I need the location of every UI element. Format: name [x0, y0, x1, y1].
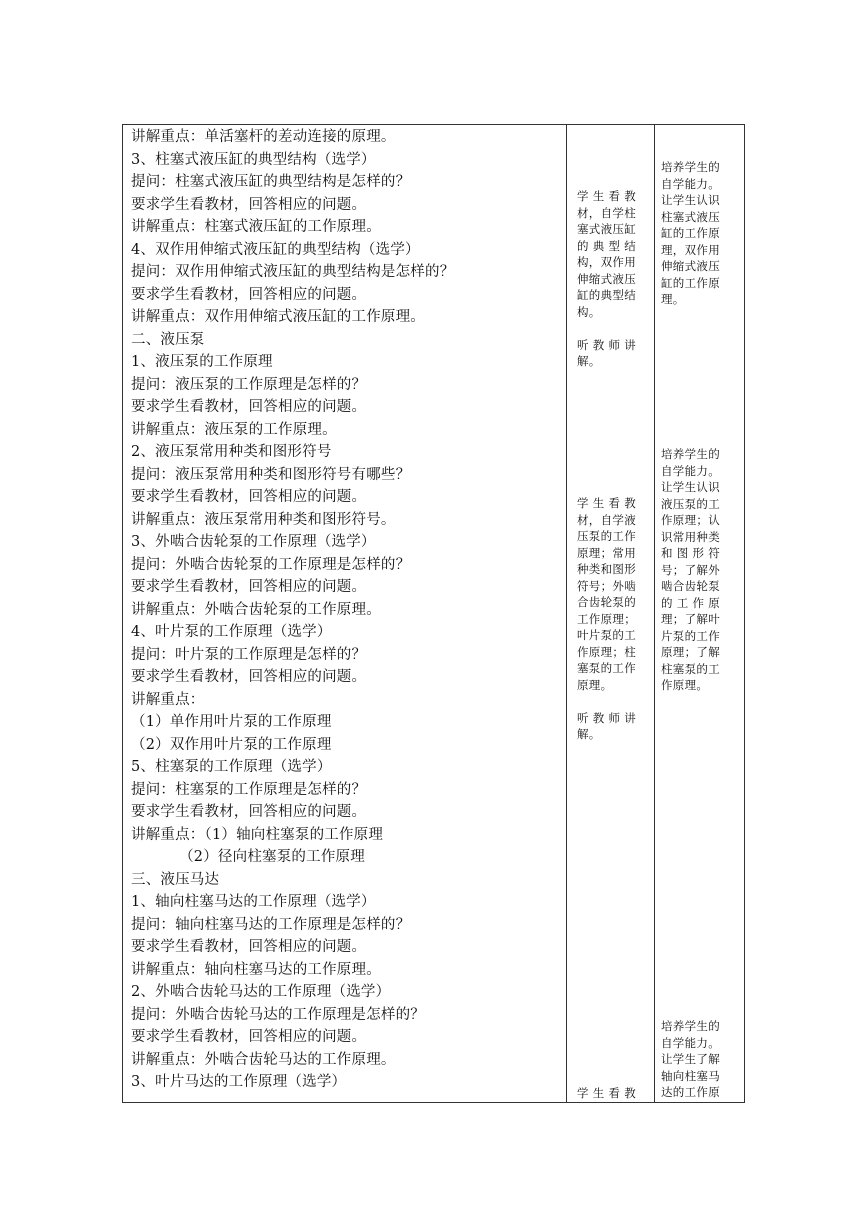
block-line: 听 教 师 讲 — [577, 337, 637, 352]
block-line: 液压泵的工 — [661, 496, 720, 511]
block-line: 轴向柱塞马 — [661, 1068, 720, 1083]
block-line: 材，自学柱 — [577, 205, 636, 220]
block-line: 缸的工作原 — [661, 226, 720, 240]
content-line: 提问：轴向柱塞马达的工作原理是怎样的？ — [131, 916, 411, 933]
block-line: 自学能力。 — [661, 176, 720, 191]
block-line: 作原理；认 — [661, 513, 720, 527]
content-line: 讲解重点：轴向柱塞马达的工作原理。 — [131, 961, 381, 978]
block-line: 让学生认识 — [661, 480, 720, 494]
content-line: 提问：外啮合齿轮泵的工作原理是怎样的？ — [131, 556, 411, 573]
content-line: 2、外啮合齿轮马达的工作原理（选学） — [131, 984, 391, 1000]
block-line: 的 典 型 结 — [577, 238, 637, 253]
block-line: 构。 — [577, 304, 601, 319]
content-line: 提问：液压泵的工作原理是怎样的？ — [131, 376, 367, 393]
block-line: 啮合齿轮泵 — [661, 579, 720, 593]
block-line: 让学生认识 — [661, 193, 720, 207]
content-line: 讲解重点：液压泵的工作原理。 — [131, 421, 337, 438]
block-line: 压泵的工作 — [577, 529, 636, 543]
column-divider — [654, 125, 655, 1102]
block-line: 塞式液压缸 — [577, 222, 636, 236]
content-line: 提问：液压泵常用种类和图形符号有哪些？ — [131, 466, 411, 483]
block-line: 的 工 作 原 — [661, 595, 721, 610]
block-line: 缸的工作原 — [661, 275, 720, 290]
content-line: 4、双作用伸缩式液压缸的典型结构（选学） — [131, 241, 420, 258]
block-line: 让学生了解 — [661, 1052, 720, 1066]
block-line: 理；了解叶 — [661, 612, 720, 626]
student-activity-block — [577, 1085, 651, 1102]
block-line: 原理。 — [577, 677, 613, 692]
block-line: 原理；了解 — [661, 645, 720, 659]
block-line: 伸缩式液压 — [661, 259, 720, 273]
content-line: 二、液压泵 — [131, 331, 205, 348]
content-line: 讲解重点：柱塞式液压缸的工作原理。 — [131, 219, 381, 235]
content-line: 1、轴向柱塞马达的工作原理（选学） — [131, 894, 376, 910]
block-line: 塞泵的工作 — [577, 661, 636, 675]
content-line: 讲解重点： — [131, 691, 205, 708]
content-line: 讲解重点：外啮合齿轮马达的工作原理。 — [131, 1051, 396, 1068]
block-line: 自学能力。 — [661, 1035, 720, 1050]
teaching-content-column — [131, 126, 563, 1094]
content-line: 3、叶片马达的工作原理（选学） — [131, 1074, 347, 1090]
content-line: 提问：柱塞泵的工作原理是怎样的？ — [131, 781, 367, 798]
content-line: 讲解重点：双作用伸缩式液压缸的工作原理。 — [131, 309, 425, 325]
content-line: 3、外啮合齿轮泵的工作原理（选学） — [131, 534, 376, 550]
content-line: 讲解重点：液压泵常用种类和图形符号。 — [131, 511, 396, 528]
block-line: 构，双作用 — [577, 255, 636, 269]
block-line: 作原理。 — [661, 678, 709, 692]
design-purpose-block — [661, 1018, 741, 1101]
content-line: （2）双作用叶片泵的工作原理 — [131, 736, 332, 753]
block-line: 柱塞式液压 — [661, 209, 720, 224]
column-divider — [566, 125, 567, 1102]
block-line: 听 教 师 讲 — [577, 710, 637, 725]
block-line: 培养学生的 — [661, 1019, 720, 1033]
content-line: 讲解重点：（1）轴向柱塞泵的工作原理 — [131, 826, 384, 843]
block-line: 理。 — [661, 292, 685, 306]
content-line: 提问：双作用伸缩式液压缸的典型结构是怎样的？ — [131, 264, 455, 280]
content-line: 提问：叶片泵的工作原理是怎样的？ — [131, 646, 367, 663]
content-line: 2、液压泵常用种类和图形符号 — [131, 444, 332, 460]
content-line: 1、液压泵的工作原理 — [131, 354, 273, 370]
student-activity-block — [577, 188, 651, 370]
block-line: 识常用种类 — [661, 529, 720, 544]
block-line: 自学能力。 — [661, 463, 720, 478]
content-line: 讲解重点：外啮合齿轮泵的工作原理。 — [131, 601, 381, 618]
content-line: 4、叶片泵的工作原理（选学） — [131, 624, 332, 640]
block-line: 符号；外啮 — [577, 578, 636, 593]
lesson-plan-table — [122, 124, 745, 1103]
block-line: 学 生 看 教 — [577, 1086, 637, 1100]
content-line: 要求学生看教材，回答相应的问题。 — [131, 196, 367, 213]
block-line: 解。 — [577, 354, 601, 368]
block-line — [577, 693, 651, 710]
block-line: 学 生 看 教 — [577, 496, 637, 510]
block-line: 培养学生的 — [661, 447, 720, 461]
content-line: 提问：柱塞式液压缸的典型结构是怎样的？ — [131, 174, 411, 190]
content-line: 要求学生看教材，回答相应的问题。 — [131, 804, 367, 820]
block-line: 种类和图形 — [577, 562, 636, 576]
design-purpose-block — [661, 446, 741, 694]
block-line: 原理；常用 — [577, 545, 636, 560]
content-line: 三、液压马达 — [131, 871, 220, 888]
block-line: 伸缩式液压 — [577, 271, 636, 286]
block-line: 柱塞泵的工 — [661, 661, 720, 676]
content-line: （2）径向柱塞泵的工作原理 — [131, 849, 365, 865]
content-line: （1）单作用叶片泵的工作原理 — [131, 714, 332, 730]
block-line: 达的工作原 — [661, 1085, 720, 1099]
design-purpose-block — [661, 159, 741, 308]
block-line: 片泵的工作 — [661, 628, 720, 643]
block-line: 解。 — [577, 727, 601, 741]
block-line: 作原理；柱 — [577, 644, 636, 659]
block-line: 培养学生的 — [661, 160, 720, 174]
block-line: 号；了解外 — [661, 562, 720, 577]
block-line: 和 图 形 符 — [661, 546, 721, 560]
block-line: 理，双作用 — [661, 242, 720, 257]
block-line: 合齿轮泵的 — [577, 595, 636, 609]
block-line: 缸的典型结 — [577, 288, 636, 302]
content-line: 提问：外啮合齿轮马达的工作原理是怎样的？ — [131, 1006, 425, 1023]
content-line: 3、柱塞式液压缸的典型结构（选学） — [131, 151, 376, 168]
content-line: 要求学生看教材，回答相应的问题。 — [131, 669, 367, 685]
block-line: 工作原理； — [577, 611, 636, 626]
content-line: 要求学生看教材，回答相应的问题。 — [131, 399, 367, 415]
content-line: 5、柱塞泵的工作原理（选学） — [131, 759, 332, 775]
content-line: 要求学生看教材，回答相应的问题。 — [131, 579, 367, 595]
block-line: 材，自学液 — [577, 512, 636, 527]
block-line: 学 生 看 教 — [577, 189, 637, 203]
student-activity-block — [577, 495, 651, 743]
block-line: 叶片泵的工 — [577, 628, 636, 642]
content-line: 讲解重点：单活塞杆的差动连接的原理。 — [131, 129, 396, 145]
content-line: 要求学生看教材，回答相应的问题。 — [131, 286, 367, 303]
content-line: 要求学生看教材，回答相应的问题。 — [131, 1029, 367, 1045]
block-line — [577, 320, 651, 337]
content-line: 要求学生看教材，回答相应的问题。 — [131, 489, 367, 505]
content-line: 要求学生看教材，回答相应的问题。 — [131, 939, 367, 955]
